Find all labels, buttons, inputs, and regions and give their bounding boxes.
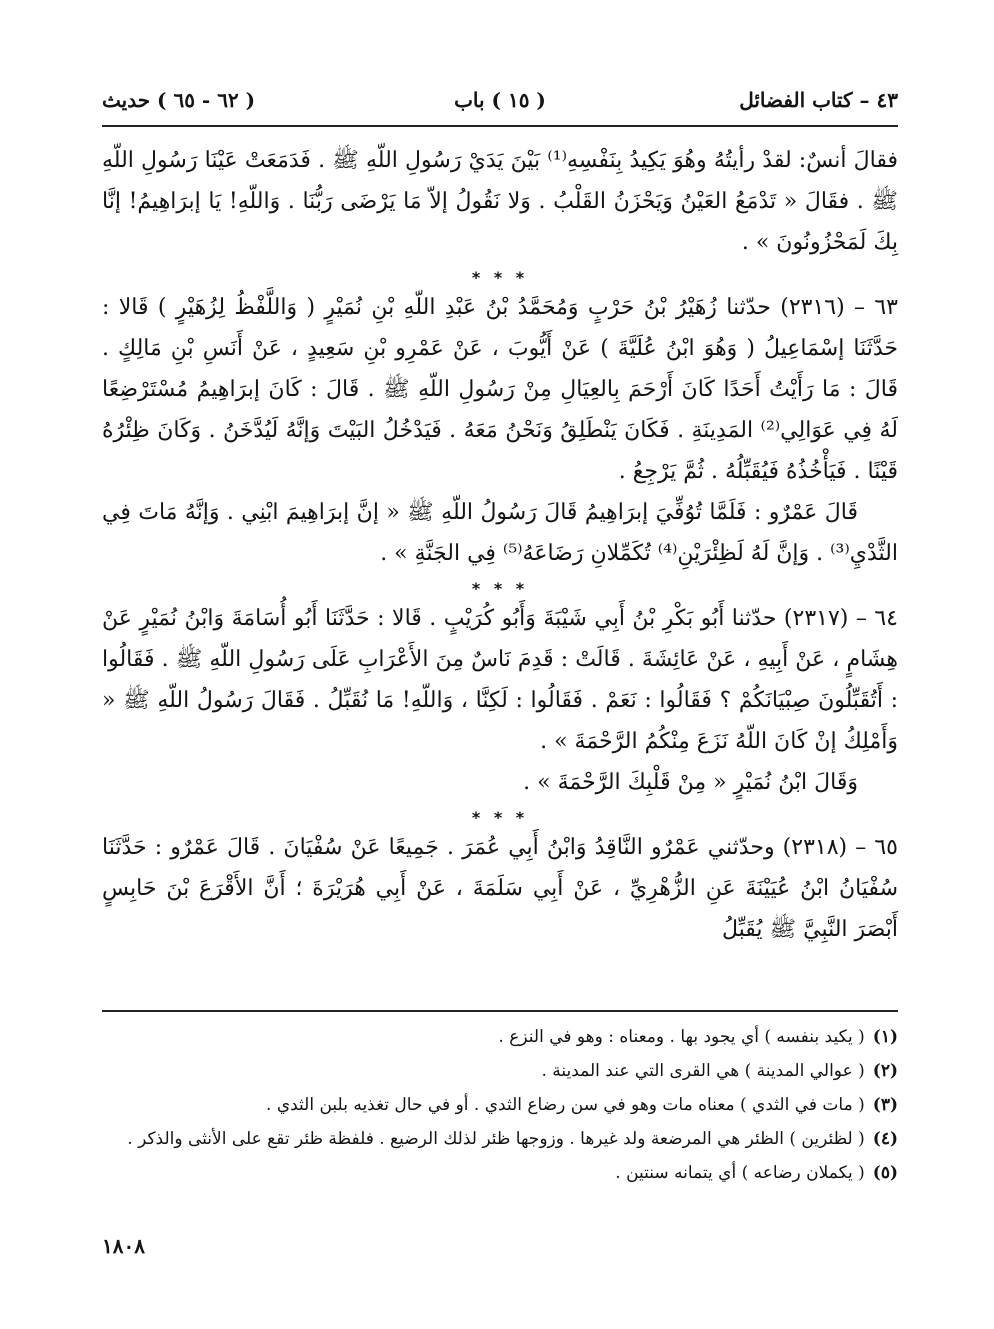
footnotes bbox=[102, 1020, 898, 1190]
footnote-rule bbox=[102, 1010, 898, 1012]
hadith-63: ٦٣ – (٢٣١٦) حدّثنا زُهَيْرُ بْنُ حَرْبٍ وَمُحَمَّدُ بْنُ عَبْدِ اللّهِ بْنِ نُمَيْرٍ ( وَاللَّفْظُ لِزُهَيْرٍ ) قَالا : حَدَّثَنَا إسْمَاعِيلُ ( وَهُوَ ابْنُ عُلَيَّةَ ) عَنْ أَيُّوبَ ، عَنْ عَمْرِو بْنِ سَعِيدٍ ، عَنْ أَنَسِ بْنِ مَالِكٍ . قَالَ : مَا رَأَيْتُ أَحَدًا كَانَ أَرْحَمَ بِالعِيَالِ مِنْ رَسُولِ اللّهِ ﷺ . قَالَ : كَانَ إبرَاهِيمُ مُسْتَرْضِعًا لَهُ فِي عَوَالِي⁽²⁾ المَدِينَةِ . فَكَانَ يَنْطَلِقُ وَنَحْنُ مَعَهُ . فَيَدْخُلُ البَيْتَ وَإنَّهُ لَيُدَّخَنُ . وَكَانَ ظِئْرُهُ قَيْنًا . فَيَأْخُذُهُ فَيُقَبِّلُهُ . ثُمَّ يَرْجِعُ . bbox=[102, 295, 898, 484]
header-rule bbox=[102, 125, 898, 127]
header-hadith-range: ( ٦٢ - ٦٥ ) حديث bbox=[102, 88, 256, 112]
hadith-64-note: وَقَالَ ابْنُ نُمَيْرٍ « مِنْ قَلْبِكَ الرَّحْمَةَ » . bbox=[523, 770, 858, 795]
page-number: ١٨٠٨ bbox=[102, 1234, 145, 1258]
hadith-65: ٦٥ – (٢٣١٨) وحدّثني عَمْرٌو النَّاقِدُ وَابْنُ أَبِي عُمَرَ . جَمِيعًا عَنْ سُفْيَانَ . قَالَ عَمْرٌو : حَدَّثَنَا سُفْيَانُ ابْنُ عُيَيْنَةَ عَنِ الزُّهْرِيِّ ، عَنْ أَبِي سَلَمَةَ ، عَنْ أَبِي هُرَيْرَةَ ؛ أَنَّ الأَقْرَعَ بْنَ حَابِسٍ أَبْصَرَ النَّبِيَّ ﷺ يُقَبِّلُ bbox=[102, 835, 898, 942]
page-header bbox=[102, 84, 898, 124]
footnote-number: (٥) bbox=[872, 1163, 898, 1183]
header-book-title: ٤٣ – كتاب الفضائل bbox=[739, 88, 898, 112]
footnote-text: ( يكيد بنفسه ) أي يجود بها . ومعناه : وهو في النزع . bbox=[498, 1027, 865, 1047]
footnote-number: (٣) bbox=[872, 1095, 898, 1115]
footnote-text: ( مات في الثدي ) معناه مات وهو في سن رضاع الثدي . أو في حال تغذيه بلبن الثدي . bbox=[266, 1095, 865, 1115]
footnote-text: ( عوالي المدينة ) هي القرى التي عند المدينة . bbox=[541, 1061, 865, 1081]
footnote-text: ( لظئرين ) الظئر هي المرضعة ولد غيرها . وزوجها ظئر لذلك الرضيع . فلفظة ظئر تقع على الأنثى والذكر . bbox=[127, 1129, 865, 1149]
footnote-number: (٤) bbox=[872, 1129, 898, 1149]
footnote-number: (١) bbox=[872, 1027, 898, 1047]
separator-3: * * * bbox=[471, 808, 529, 827]
main-text bbox=[102, 140, 898, 950]
footnote-text: ( يكملان رضاعه ) أي يتمانه سنتين . bbox=[615, 1163, 865, 1183]
footnote-5 bbox=[102, 1156, 898, 1190]
footnote-3 bbox=[102, 1088, 898, 1122]
footnote-4 bbox=[102, 1122, 898, 1156]
footnote-number: (٢) bbox=[872, 1061, 898, 1081]
footnote-2 bbox=[102, 1054, 898, 1088]
footnote-1 bbox=[102, 1020, 898, 1054]
hadith-64: ٦٤ – (٢٣١٧) حدّثنا أَبُو بَكْرِ بْنُ أَبِي شَيْبَةَ وَأَبُو كُرَيْبٍ . قَالا : حَدَّثَنَا أَبُو أُسَامَةَ وَابْنُ نُمَيْرٍ عَنْ هِشَامٍ ، عَنْ أَبِيهِ ، عَنْ عَائِشَةَ . قَالَتْ : قَدِمَ نَاسٌ مِنَ الأَعْرَابِ عَلَى رَسُولِ اللّهِ ﷺ . فَقَالُوا : أَتُقَبِّلُونَ صِبْيَانَكُمْ ؟ فَقَالُوا : نَعَمْ . فَقَالُوا : لَكِنَّا ، وَاللّهِ! مَا نُقَبِّلُ . فَقَالَ رَسُولُ اللّهِ ﷺ « وَأَمْلِكُ إنْ كَانَ اللّهُ نَزَعَ مِنْكُمُ الرَّحْمَةَ » . bbox=[102, 606, 898, 754]
paragraph-1: فقالَ أنسٌ: لقدْ رأيتُهُ وهُوَ يَكِيدُ بِنَفْسِهِ⁽¹⁾ بَيْنَ يَدَيْ رَسُولِ اللّهِ ﷺ . فَدَمَعَتْ عَيْنَا رَسُولِ اللّهِ ﷺ . فقَالَ « تَدْمَعُ العَيْنُ وَيَحْزَنُ القَلْبُ . وَلا نَقُولُ إلاّ مَا يَرْضَى رَبُّنَا . وَاللّهِ! يَا إبرَاهِيمُ! إنَّا بِكَ لَمَحْزُونُونَ » . bbox=[102, 148, 898, 255]
hadith-63-continuation: قَالَ عَمْرٌو : فَلَمَّا تُوُفِّيَ إبرَاهِيمُ قَالَ رَسُولُ اللّهِ ﷺ « إنَّ إبرَاهِيمَ ابْنِي . وَإنَّهُ مَاتَ فِي الثَّدْيِ⁽³⁾ . وَإنَّ لَهُ لَظِئْرَيْنِ⁽⁴⁾ تُكَمِّلانِ رَضَاعَهُ⁽⁵⁾ فِي الجَنَّةِ » . bbox=[102, 500, 898, 566]
separator-2: * * * bbox=[471, 579, 529, 598]
header-chapter: ( ١٥ ) باب bbox=[454, 88, 546, 112]
separator-1: * * * bbox=[471, 268, 529, 287]
